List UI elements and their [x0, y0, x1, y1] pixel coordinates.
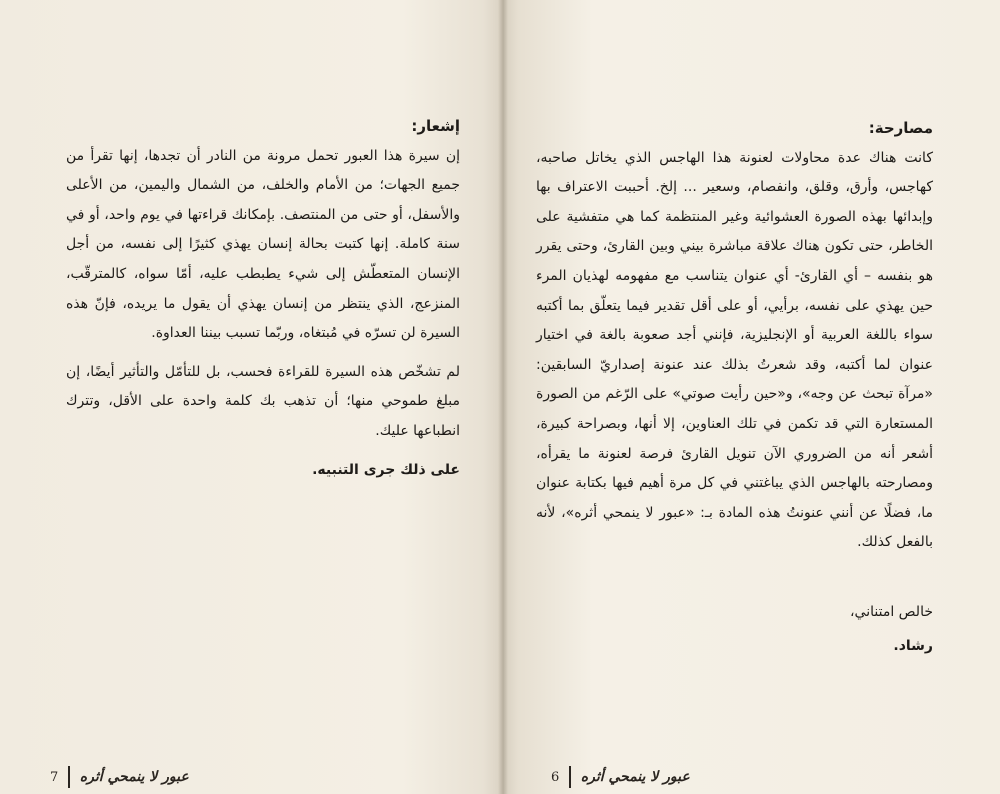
footer-divider	[569, 766, 571, 788]
author-signature: رشاد.	[893, 637, 933, 654]
closing-block	[536, 598, 933, 661]
right-page-body	[536, 114, 933, 661]
closing-gratitude: خالص امتناني،	[850, 603, 933, 620]
right-page-footer	[551, 764, 690, 790]
page-number: 7	[50, 769, 59, 785]
notice-paragraph-2: لم تشخّص هذه السيرة للقراءة فحسب، بل للتأمّل والتأثير أيضًا، إن مبلغ طموحي منها؛ أن تذهب بك كلمة واحدة على الأقل، وتترك انطباعها عليك.	[66, 363, 460, 439]
notice-closing-note: على ذلك جرى التنبيه.	[312, 461, 460, 478]
notice-heading: إشعار:	[411, 117, 460, 135]
left-page-body	[66, 112, 460, 485]
left-page-footer	[50, 764, 189, 790]
notice-paragraph-1: إن سيرة هذا العبور تحمل مرونة من النادر أن تجدها، إنها تقرأ من جميع الجهات؛ من الأمام والخلف، من الشمال واليمين، من الأعلى والأسفل، أو حتى من المنتصف. بإمكانك قراءتها في يوم واحد، أو في سنة كاملة. إنها كتبت بحالة إنسان يهذي كثيرًا إلى نفسه، من أجل الإنسان المتعطّش إلى شيء يطبطب عليه، أمّا سواه، كالمترقّب، المنزعج، الذي ينتظر من إنسان يهذي أن يقول ما يريده، فإنّ هذه السيرة لن تسرّه في مُبتغاه، وربّما تسبب بيننا العداوة.	[66, 147, 460, 342]
running-title: عبور لا ينمحي أثره	[79, 769, 189, 785]
candor-heading: مصارحة:	[868, 119, 933, 137]
book-gutter	[498, 0, 508, 794]
candor-paragraph-1: كانت هناك عدة محاولات لعنونة هذا الهاجس الذي يخاتل صاحبه، كهاجس، وأرق، وقلق، وانفصام، وسعير ... إلخ. أحببت الاعتراف بها وإبدائها بهذه الصورة العشوائية وغير المنتظمة كما هي متفشية على الخاطر، حتى تكون هناك علاقة مباشرة بيني وبين القارئ، وحتى يقرر هو بنفسه – أي القارئ- أي عنوان يتناسب مع مفهومه لهذيان المرء حين يهذي على نفسه، برأيي، أو على أقل تقدير فيما يتعلّق بما أكتبه سواء باللغة العربية أو الإنجليزية، فإنني أجد صعوبة بالغة في اختيار عنوان لما أكتبه، وقد شعرتُ بذلك عند عنونة إصداريّ السابقين: «مرآة تبحث عن وجه»، و«حين رأيت صوتي» على الرّغم من الصورة المستعارة التي قد تكمن في تلك العناوين، إلا أنها، وبصراحة كبيرة، أشعر أنه من الضروري الآن تنويل القارئ فرصة لعنونة ما يقرأه، ومصارحته بالهاجس الذي يباغتني في كل مرة أهيم فيها بكتابة عنوان ما، فضلًا عن أنني عنونتُ هذه المادة بـ: «عبور لا ينمحي أثره»، لأنه بالفعل كذلك.	[536, 149, 933, 551]
page-number: 6	[551, 769, 560, 785]
footer-divider	[68, 766, 70, 788]
right-page	[503, 0, 1000, 794]
running-title: عبور لا ينمحي أثره	[580, 769, 690, 785]
